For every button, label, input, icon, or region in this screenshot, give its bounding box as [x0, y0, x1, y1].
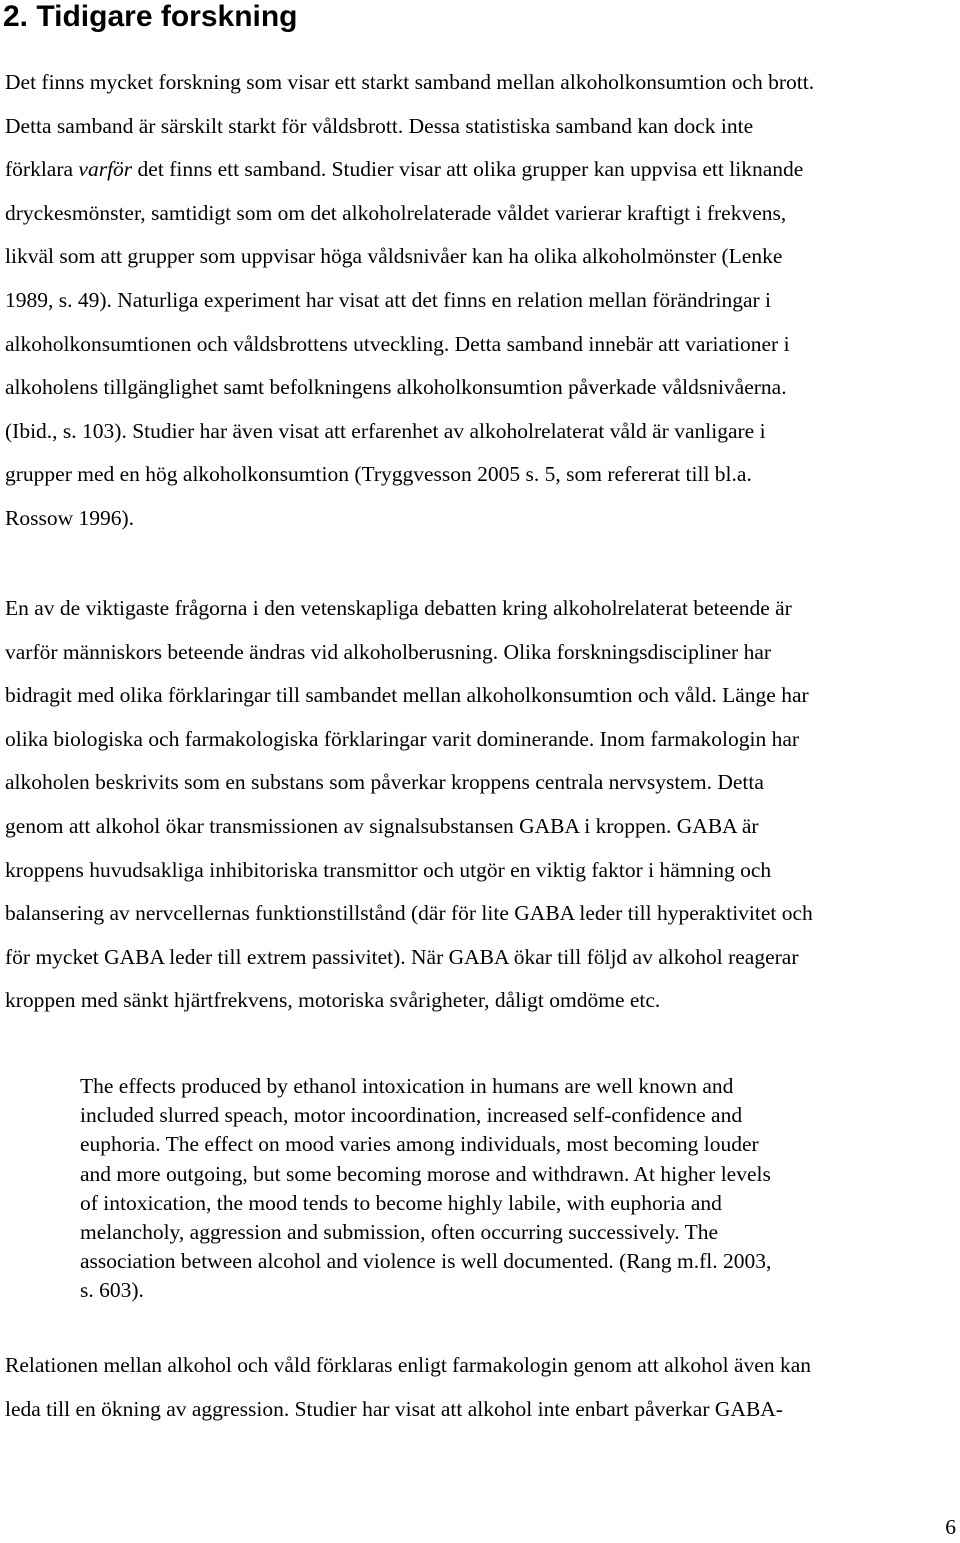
section-heading: 2. Tidigare forskning — [3, 0, 298, 33]
quote-line: s. 603). — [80, 1278, 144, 1303]
text-line: kroppen med sänkt hjärtfrekvens, motoriska svårigheter, dåligt omdöme etc. — [5, 988, 661, 1013]
text-line: Relationen mellan alkohol och våld förklaras enligt farmakologin genom att alkohol även kan — [5, 1353, 812, 1377]
text-line: dryckesmönster, samtidigt som om det alkoholrelaterade våldet varierar kraftigt i frekvens, — [5, 200, 787, 225]
text-line: 1989, s. 49). Naturliga experiment har visat att det finns en relation mellan förändringar i — [5, 287, 772, 312]
quote-line: of intoxication, the mood tends to become highly labile, with euphoria and — [80, 1190, 722, 1215]
text-line: alkoholkonsumtionen och våldsbrottens utveckling. Detta samband innebär att variationer i — [5, 331, 790, 356]
text-line: Rossow 1996). — [5, 505, 135, 530]
text-line: bidragit med olika förklaringar till sambandet mellan alkoholkonsumtion och våld. Länge har — [5, 683, 809, 708]
quote-line: melancholy, aggression and submission, often occurring successively. The — [80, 1219, 719, 1244]
paragraph-1 — [0, 61, 814, 541]
text-line: Detta samband är särskilt starkt för våldsbrott. Dessa statistiska samband kan dock inte — [5, 113, 754, 138]
text-line: olika biologiska och farmakologiska förklaringar varit dominerande. Inom farmakologin har — [5, 726, 800, 751]
text-line: för mycket GABA leder till extrem passivitet). När GABA ökar till följd av alkohol reagerar — [5, 944, 799, 969]
text-line: alkoholen beskrivits som en substans som påverkar kroppens centrala nervsystem. Detta — [5, 770, 764, 795]
text-line: alkoholens tillgänglighet samt befolkningens alkoholkonsumtion påverkade våldsnivåerna. — [5, 375, 787, 400]
paragraph-3 — [0, 1344, 811, 1431]
quote-line: The effects produced by ethanol intoxication in humans are well known and — [80, 1074, 734, 1098]
text-line: kroppens huvudsakliga inhibitoriska transmittor och utgör en viktig faktor i hämning och — [5, 857, 772, 882]
text-line: likväl som att grupper som uppvisar höga våldsnivåer kan ha olika alkoholmönster (Lenke — [5, 244, 783, 269]
text-line — [0, 148, 814, 192]
text-line: balansering av nervcellernas funktionstillstånd (där för lite GABA leder till hyperaktivitet och — [5, 901, 813, 926]
quote-line: included slurred speach, motor incoordination, increased self-confidence and — [80, 1103, 743, 1128]
text-line: grupper med en hög alkoholkonsumtion (Tryggvesson 2005 s. 5, som refererat till bl.a. — [5, 462, 752, 487]
italic-word: varför — [78, 157, 133, 182]
quote-line: association between alcohol and violence is well documented. (Rang m.fl. 2003, — [80, 1249, 772, 1274]
page-number: 6 — [945, 1515, 956, 1539]
text-line: genom att alkohol ökar transmissionen av signalsubstansen GABA i kroppen. GABA är — [5, 813, 759, 838]
quote-line: euphoria. The effect on mood varies among individuals, most becoming louder — [80, 1132, 759, 1157]
text-line: (Ibid., s. 103). Studier har även visat att erfarenhet av alkoholrelaterat våld är vanligare i — [5, 418, 766, 443]
text-line: En av de viktigaste frågorna i den vetenskapliga debatten kring alkoholrelaterat beteende är — [5, 596, 792, 620]
text-line: leda till en ökning av aggression. Studier har visat att alkohol inte enbart påverkar GABA- — [5, 1396, 783, 1421]
text-run: förklara — [5, 157, 79, 182]
text-run: det finns ett samband. Studier visar att olika grupper kan uppvisa ett liknande — [132, 157, 804, 182]
quote-line: and more outgoing, but some becoming morose and withdrawn. At higher levels — [80, 1161, 771, 1186]
block-quote — [80, 1072, 771, 1306]
text-line: varför människors beteende ändras vid alkoholberusning. Olika forskningsdiscipliner har — [5, 639, 772, 664]
paragraph-2 — [0, 587, 813, 1023]
text-line: Det finns mycket forskning som visar ett starkt samband mellan alkoholkonsumtion och brott. — [5, 70, 815, 94]
